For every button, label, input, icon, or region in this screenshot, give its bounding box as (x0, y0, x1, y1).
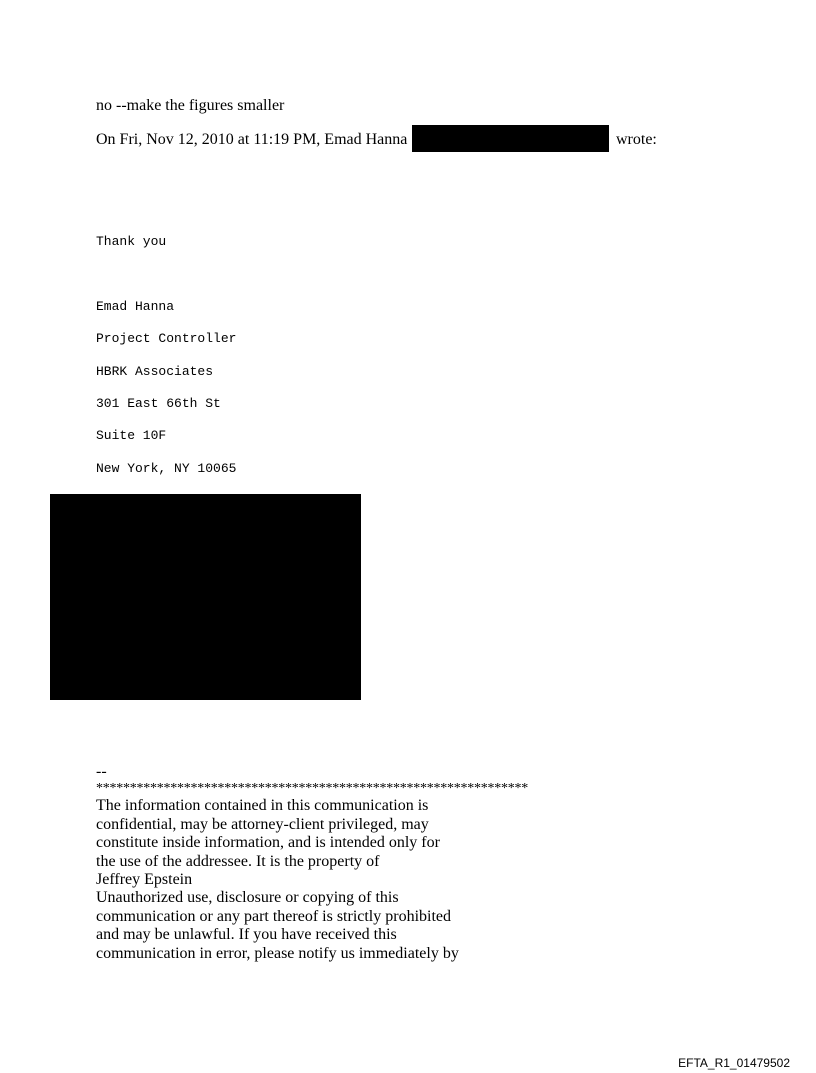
disclaimer-line: the use of the addressee. It is the property of (96, 852, 380, 870)
bates-number: EFTA_R1_01479502 (678, 1056, 790, 1070)
signature-street: 301 East 66th St (96, 396, 221, 411)
disclaimer-line: communication or any part thereof is strictly prohibited (96, 907, 452, 925)
disclaimer-line: communication in error, please notify us immediately by (96, 944, 459, 962)
signature-title: Project Controller (96, 331, 237, 346)
quote-header-wrote: wrote: (616, 131, 657, 148)
quote-header: On Fri, Nov 12, 2010 at 11:19 PM, Emad Hanna (96, 131, 408, 148)
redaction-box-block (50, 494, 361, 700)
disclaimer-line: Unauthorized use, disclosure or copying of this (96, 889, 399, 907)
footer-dash: -- (96, 763, 107, 780)
disclaimer-line: Jeffrey Epstein (96, 871, 193, 889)
disclaimer-line: and may be unlawful. If you have received this (96, 926, 397, 944)
signature-name: Emad Hanna (96, 299, 175, 314)
signature-company: HBRK Associates (96, 364, 214, 379)
quoted-greeting: Thank you (96, 234, 167, 249)
reply-text: no --make the figures smaller (96, 97, 285, 114)
disclaimer-line: confidential, may be attorney-client privileged, may (96, 815, 429, 833)
footer-star-separator: **************************************************************** (96, 781, 528, 797)
signature-city: New York, NY 10065 (96, 461, 237, 476)
signature-suite: Suite 10F (96, 428, 167, 443)
disclaimer-line: constitute inside information, and is intended only for (96, 834, 440, 852)
email-footer (96, 763, 528, 963)
redaction-box-email (412, 125, 609, 152)
disclaimer-line: The information contained in this communication is (96, 797, 429, 815)
